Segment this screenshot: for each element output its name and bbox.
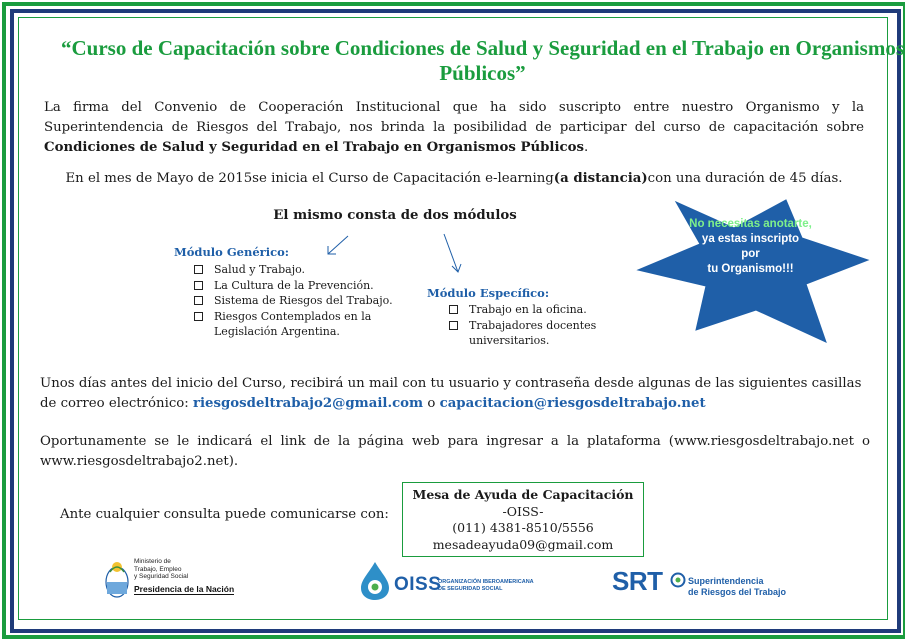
mail-connector: o: [423, 396, 440, 411]
intro-bold: Condiciones de Salud y Seguridad en el Trabajo en Organismos Públicos: [44, 140, 584, 155]
mail-notice-text: Unos días antes del inicio del Curso, recibirá un mail con tu usuario y contraseña desde algunas de las siguientes casillas de correo electrónico:: [40, 376, 862, 411]
helpdesk-title: Mesa de Ayuda de Capacitación: [412, 487, 634, 502]
specific-module-title: Módulo Específico:: [427, 286, 550, 300]
oiss-logo: [358, 558, 548, 606]
mail-notice: [40, 374, 870, 414]
star-line-1: No necesitas anotarte,: [689, 218, 812, 230]
intro-end: .: [583, 140, 589, 155]
srt-subtitle: Superintendencia de Riesgos del Trabajo: [688, 576, 787, 597]
list-item: Trabajo en la oficina.: [447, 302, 637, 318]
generic-module-list: [192, 262, 402, 340]
oiss-drop-icon: [358, 560, 392, 602]
list-item: Salud y Trabajo.: [192, 262, 402, 278]
checkbox-icon: [194, 281, 203, 290]
arrow-left-icon: [322, 234, 352, 258]
checkbox-icon: [449, 305, 458, 314]
start-after: con una duración de 45 días.: [647, 171, 843, 186]
star-line-4: tu Organismo!!!: [707, 263, 794, 275]
intro-paragraph: [44, 98, 864, 158]
start-bold: (a distancia): [553, 171, 648, 186]
intro-text: La firma del Convenio de Cooperación Institucional que ha sido suscripto entre nuestro Organismo y la Superintendencia de Riesgos del Trabajo, nos brinda la posibilidad de participar del curso de capacitación sobre: [44, 100, 864, 135]
helpdesk-box: [402, 482, 644, 557]
checkbox-icon: [194, 312, 203, 321]
modules-heading: El mismo consta de dos módulos: [273, 208, 517, 223]
page-title: “Curso de Capacitación sobre Condiciones de Salud y Seguridad en el Trabajo en Organismos Públicos”: [60, 36, 904, 85]
oiss-name: OISS: [394, 574, 442, 595]
email-link-2[interactable]: capacitacion@riesgosdeltrabajo.net: [439, 396, 706, 411]
list-item: Riesgos Contemplados en la Legislación Argentina.: [192, 309, 402, 340]
star-badge-text: [668, 217, 833, 277]
srt-name: SRT: [612, 566, 663, 596]
presidency-label: Presidencia de la Nación: [134, 584, 235, 594]
srt-circle-icon: [670, 572, 686, 588]
srt-logo: [612, 564, 802, 604]
link-notice: Oportunamente se le indicará el link de la página web para ingresar a la plataforma (www.riesgosdeltrabajo.net o www.riesgosdeltrabajo2.net).: [40, 434, 870, 469]
ministry-name: Ministerio de Trabajo, Empleo y Seguridad Social: [134, 558, 189, 580]
checkbox-icon: [194, 265, 203, 274]
helpdesk-phone: (011) 4381-8510/5556: [452, 520, 594, 535]
ministry-logo: [104, 558, 244, 606]
list-item: Trabajadores docentes universitarios.: [447, 318, 637, 349]
list-item: Sistema de Riesgos del Trabajo.: [192, 293, 402, 309]
specific-module-list: [447, 302, 637, 349]
generic-module-title: Módulo Genérico:: [174, 245, 290, 259]
list-item: La Cultura de la Prevención.: [192, 278, 402, 294]
helpdesk-email[interactable]: mesadeayuda09@gmail.com: [432, 536, 614, 552]
oiss-subtitle: ORGANIZACIÓN IBEROAMERICANA DE SEGURIDAD SOCIAL: [438, 579, 534, 592]
email-link-1[interactable]: riesgosdeltrabajo2@gmail.com: [193, 396, 424, 411]
argentina-seal-icon: [104, 560, 130, 600]
star-line-2: ya estas inscripto: [701, 233, 800, 245]
start-before: En el mes de Mayo de 2015se inicia el Curso de Capacitación e-learning: [65, 171, 554, 186]
star-line-3: por: [741, 248, 760, 260]
start-paragraph: [44, 170, 864, 188]
arrow-right-icon: [440, 232, 466, 276]
consult-text: Ante cualquier consulta puede comunicarse con:: [60, 507, 389, 522]
checkbox-icon: [449, 321, 458, 330]
checkbox-icon: [194, 296, 203, 305]
helpdesk-org: -OISS-: [502, 503, 544, 519]
